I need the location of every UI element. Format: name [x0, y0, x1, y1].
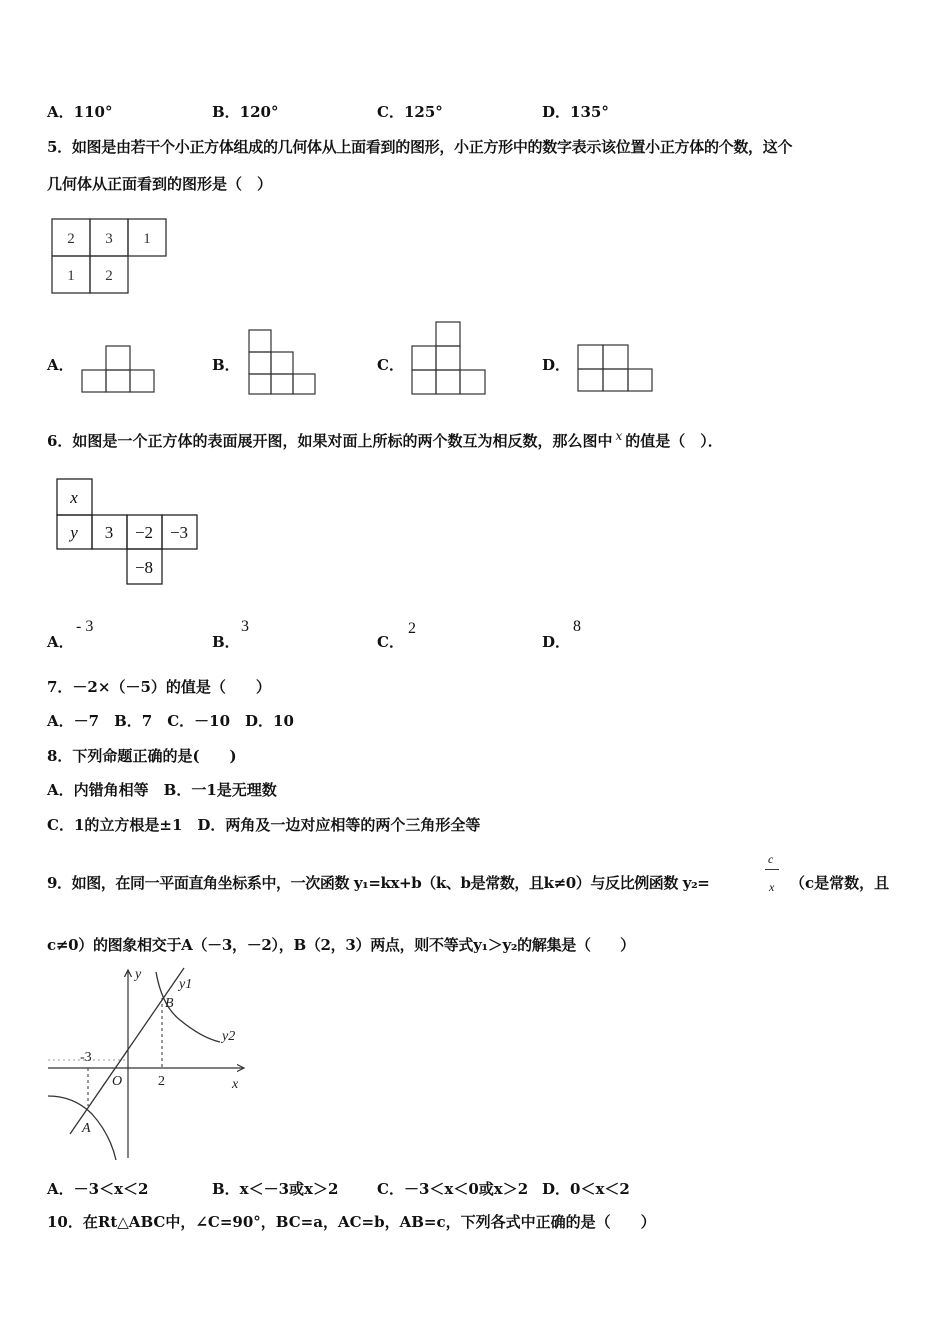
q5-option-c-label: C．: [377, 356, 404, 374]
q6-net-neg3: −3: [169, 523, 189, 542]
q5-option-d-figure: [575, 343, 655, 395]
q9-label-neg3: -3: [80, 1050, 92, 1065]
q9-label-y2: y2: [222, 1029, 236, 1044]
q9-label-y1: y1: [179, 977, 193, 992]
q5-option-b-label: B．: [212, 356, 240, 374]
q4-option-d: D．135°: [542, 103, 609, 121]
q9-function-graph: [44, 964, 254, 1164]
q5-stem-line1: 5．如图是由若干个小正方体组成的几何体从上面看到的图形，小正方形中的数字表示该位置小正方体的个数，这个: [47, 138, 793, 156]
q4-option-c: C．125°: [377, 103, 443, 121]
q6-option-c-label: C．: [377, 633, 404, 651]
q9-stem-part1: 9．如图，在同一平面直角坐标系中，一次函数 y₁=kx+b（k、b是常数，且k≠0）与反比例函数 y₂=: [47, 874, 710, 892]
q6-net-y: y: [70, 523, 78, 542]
q4-option-b: B．120°: [212, 103, 279, 121]
q5-cell-r1c1: 2: [67, 231, 75, 247]
q9-label-2: 2: [158, 1074, 165, 1089]
q6-option-b-label: B．: [212, 633, 240, 651]
q7-stem: 7．－2×（－5）的值是（ ）: [47, 678, 271, 696]
q5-cell-r2c2: 2: [105, 268, 113, 284]
q9-label-O: O: [112, 1074, 123, 1089]
q5-option-a-label: A．: [47, 356, 74, 374]
q9-label-B: B: [165, 996, 174, 1011]
q6-option-b-value: 3: [241, 618, 249, 635]
q9-option-a: A．－3＜x＜2: [47, 1180, 149, 1198]
q6-option-d-value: 8: [573, 618, 581, 635]
q6-option-a-label: A．: [47, 633, 74, 651]
q6-stem-var: x: [615, 429, 623, 443]
q8-stem: 8．下列命题正确的是( ): [47, 747, 237, 765]
q9-frac-denominator: x: [769, 880, 775, 894]
q7-options: A．－7 B．7 C．－10 D．10: [47, 712, 294, 730]
q6-stem-part2: 的值是（ ）．: [625, 432, 723, 450]
q9-label-y: y: [135, 967, 142, 982]
q5-option-a-figure: [80, 344, 160, 396]
q6-option-c-value: 2: [408, 620, 416, 637]
q9-stem-line2: c≠0）的图象相交于A（－3，－2），B（2，3）两点，则不等式y₁＞y₂的解集是（ ）: [47, 936, 635, 954]
q5-cell-r2c1: 1: [67, 268, 75, 284]
q5-stem-line2: 几何体从正面看到的图形是（ ）: [47, 175, 273, 193]
q5-cell-r1c3: 1: [143, 231, 151, 247]
q9-frac-numerator: c: [768, 852, 774, 866]
q9-label-x: x: [232, 1077, 239, 1092]
q9-option-c: C．－3＜x＜0或x＞2: [377, 1180, 529, 1198]
q8-options-row1: A．内错角相等 B．一1是无理数: [47, 781, 277, 799]
q6-option-d-label: D．: [542, 633, 571, 651]
q5-top-view-grid: [46, 214, 171, 294]
q6-net-neg2: −2: [134, 523, 154, 542]
q6-cube-net: [52, 475, 202, 585]
q9-label-A: A: [82, 1121, 91, 1136]
q6-net-x: x: [70, 488, 78, 507]
q5-option-b-figure: [246, 328, 318, 398]
q8-options-row2: C．1的立方根是±1 D．两角及一边对应相等的两个三角形全等: [47, 816, 481, 834]
q9-option-d: D．0＜x＜2: [542, 1180, 630, 1198]
q9-frac-bar: [765, 869, 779, 870]
q9-option-b: B．x＜－3或x＞2: [212, 1180, 339, 1198]
q4-option-a: A．110°: [47, 103, 113, 121]
q6-net-neg8: −8: [134, 558, 154, 577]
q5-option-d-label: D．: [542, 356, 571, 374]
q10-stem: 10．在Rt△ABC中，∠C=90°，BC=a，AC=b，AB=c，下列各式中正确的是（ ）: [47, 1213, 656, 1231]
q5-cell-r1c2: 3: [105, 231, 113, 247]
q9-stem-part2: （c是常数，且: [790, 874, 890, 892]
q5-option-c-figure: [408, 320, 490, 398]
q6-stem: [47, 426, 723, 451]
q6-net-3: 3: [104, 523, 114, 542]
q6-option-a-value: - 3: [76, 618, 94, 635]
q6-stem-part1: 6．如图是一个正方体的表面展开图，如果对面上所标的两个数互为相反数，那么图中: [47, 432, 613, 450]
